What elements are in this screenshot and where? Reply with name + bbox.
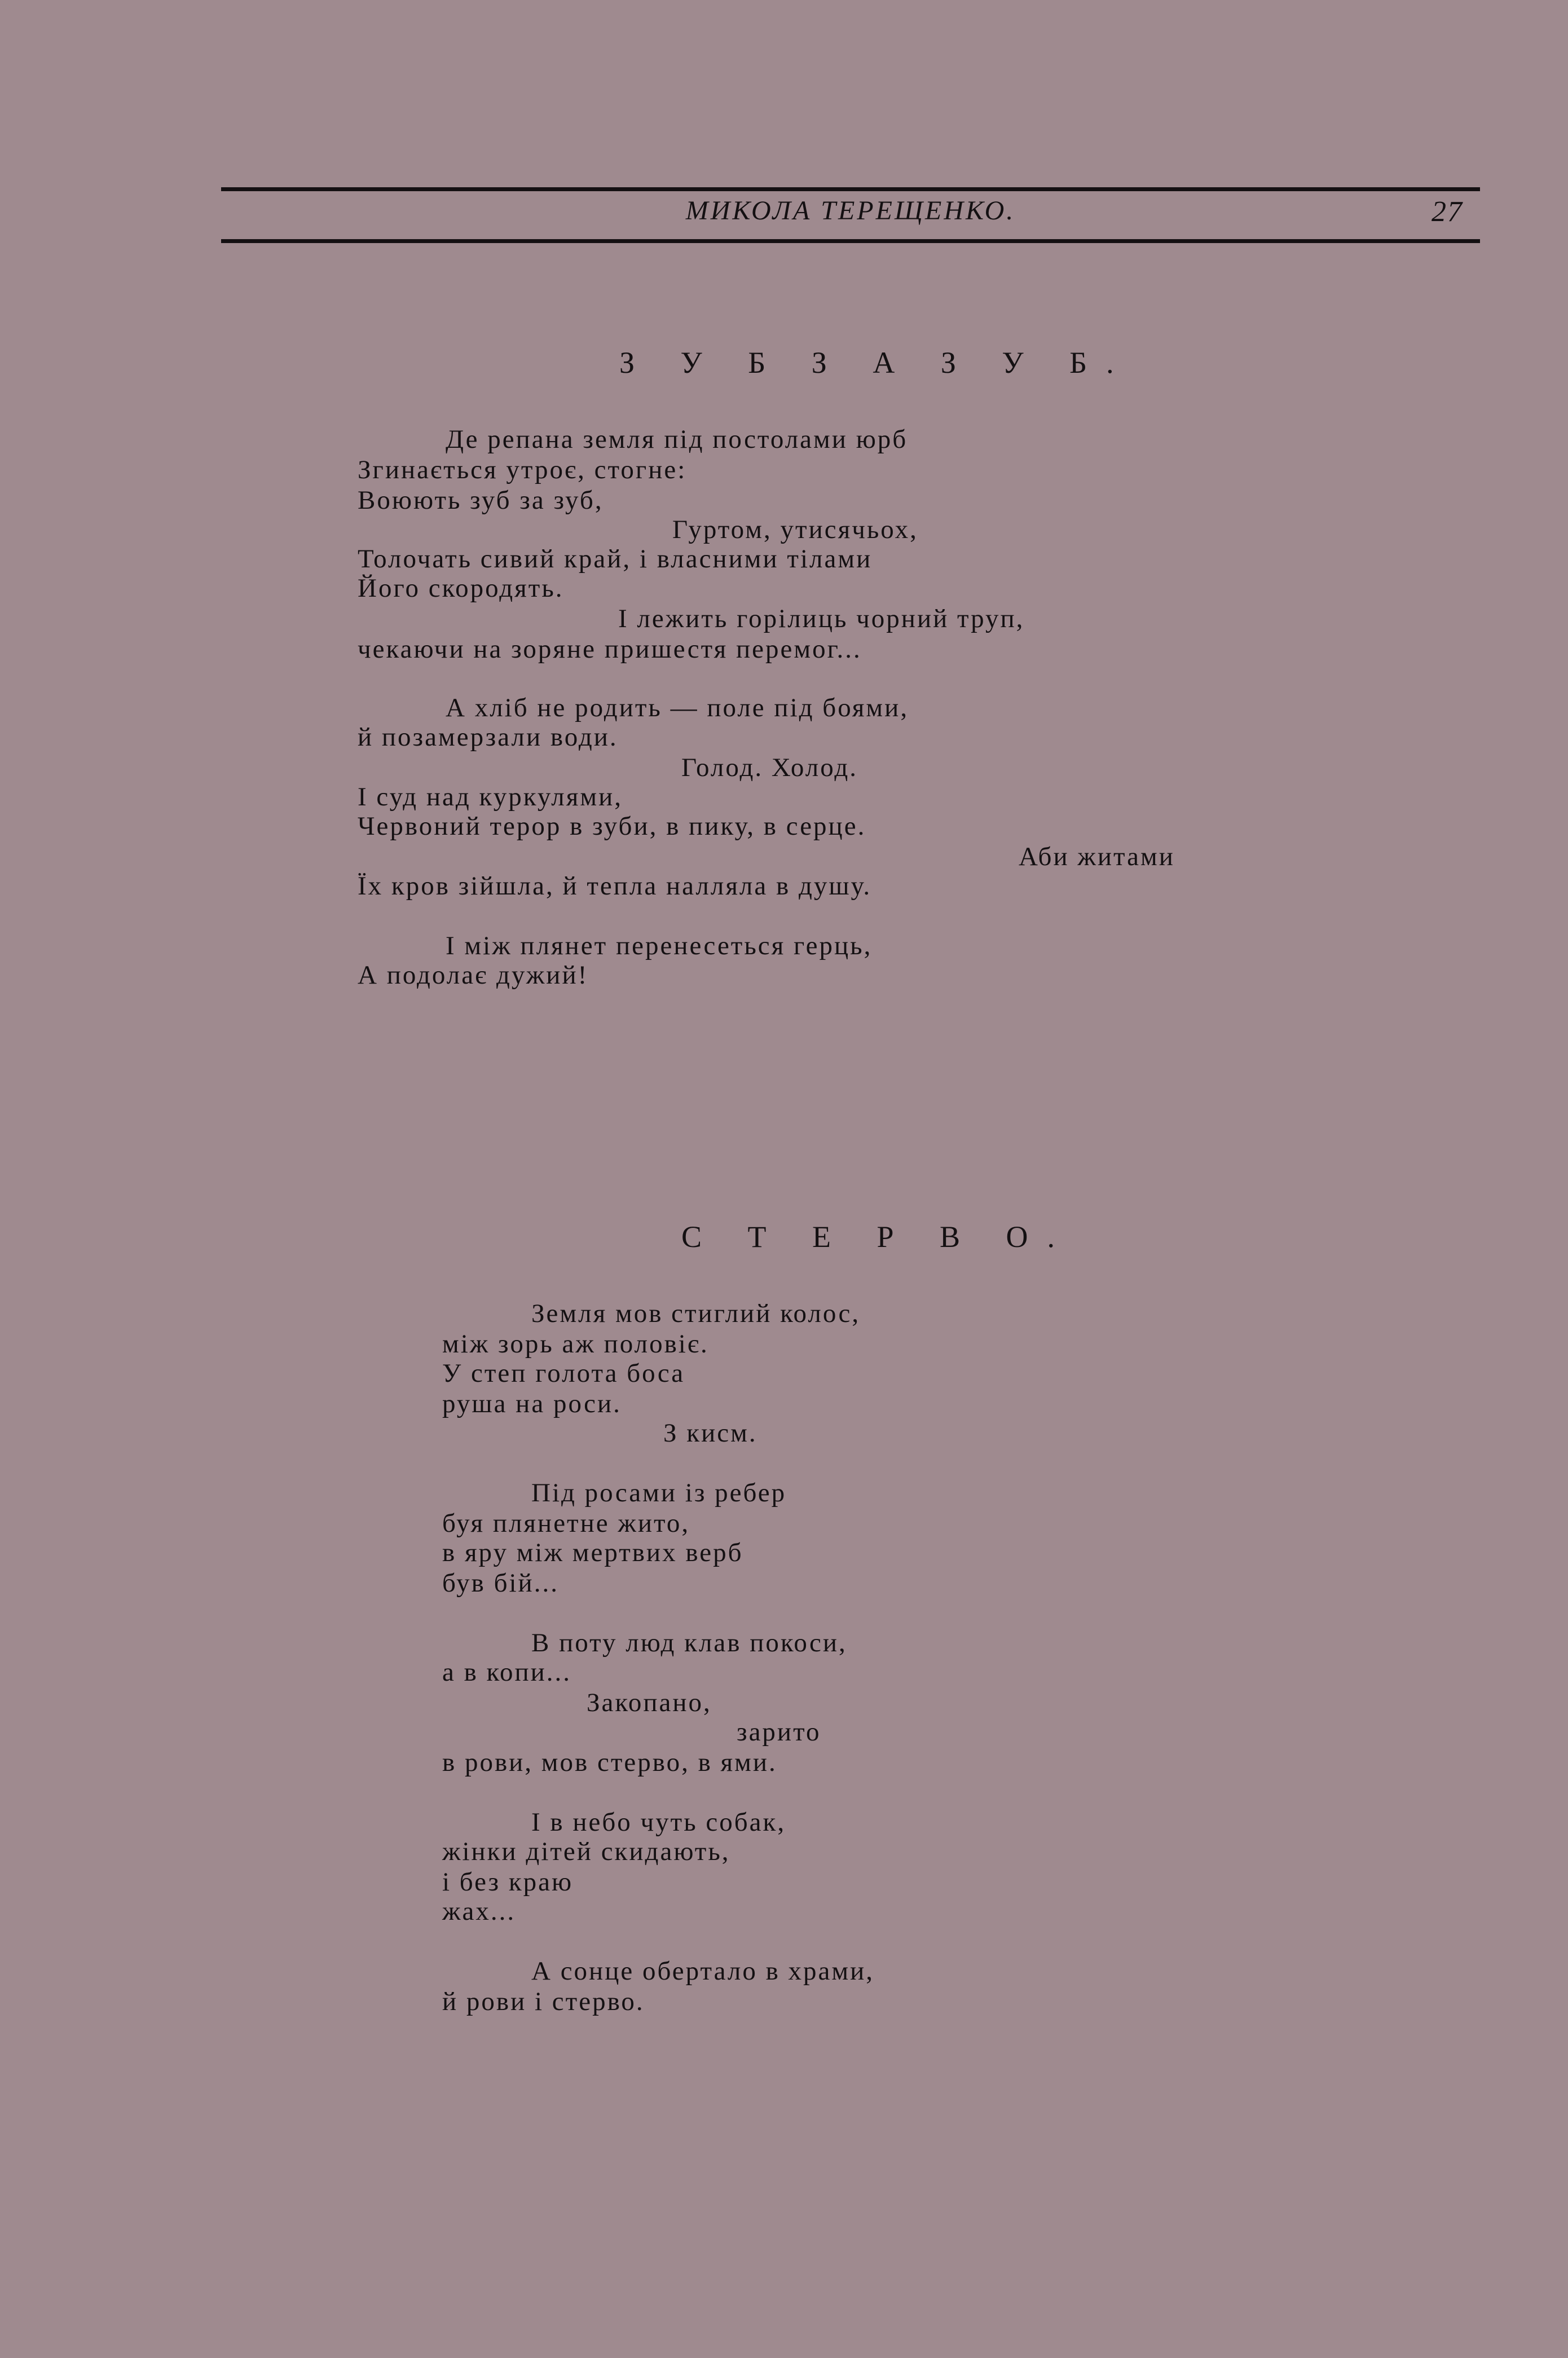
poem-title-zub-za-zub: З У Б З А З У Б. bbox=[619, 346, 1133, 380]
poem-line: З кисм. bbox=[663, 1418, 757, 1448]
poem-title-stervo: С Т Е Р В О. bbox=[681, 1220, 1074, 1254]
poem-line: А хліб не родить — поле під боями, bbox=[446, 693, 909, 722]
poem-line: І між плянет перенесеться герць, bbox=[446, 931, 873, 960]
poem-line: Його скородять. bbox=[358, 574, 564, 603]
poem-line: Червоний терор в зуби, в пику, в серце. bbox=[358, 812, 866, 841]
poem-line: І суд над куркулями, bbox=[358, 782, 623, 812]
poem-line: Їх кров зійшла, й тепла налляла в душу. bbox=[358, 871, 872, 901]
poem-line: Толочать сивий край, і власними тілами bbox=[358, 544, 873, 574]
poem-line: між зорь аж половіє. bbox=[442, 1329, 709, 1359]
poem-line: в рови, мов стерво, в ями. bbox=[442, 1748, 777, 1777]
poem-line: А подолає дужий! bbox=[358, 960, 589, 990]
running-head-author: МИКОЛА ТЕРЕЩЕНКО. bbox=[685, 196, 1016, 226]
poem-line: і без краю bbox=[442, 1867, 574, 1897]
poem-line: Згинається утроє, стогне: bbox=[358, 455, 687, 484]
poem-line: Гуртом, утисячьох, bbox=[672, 515, 918, 544]
poem-line: В поту люд клав покоси, bbox=[531, 1628, 847, 1658]
poem-line: руша на роси. bbox=[442, 1389, 622, 1418]
poem-line: й позамерзали води. bbox=[358, 722, 618, 752]
poem-line: Голод. Холод. bbox=[681, 753, 858, 782]
poem-line: А сонце обертало в храми, bbox=[531, 1956, 875, 1986]
poem-line: в яру між мертвих верб bbox=[442, 1538, 743, 1567]
poem-line: У степ голота боса bbox=[442, 1359, 685, 1388]
poem-line: Аби житами bbox=[1019, 842, 1175, 871]
poem-line: чекаючи на зоряне пришестя перемог... bbox=[358, 634, 862, 664]
poem-line: Де репана земля під постолами юрб bbox=[446, 425, 908, 454]
poem-line: був бій... bbox=[442, 1568, 559, 1598]
running-head bbox=[221, 195, 1480, 235]
poem-line: й рови і стерво. bbox=[442, 1987, 645, 2016]
poem-line: Земля мов стиглий колос, bbox=[531, 1299, 861, 1328]
header-rule-bottom bbox=[221, 239, 1480, 243]
poem-line: буя плянетне жито, bbox=[442, 1509, 690, 1538]
header-rule-top bbox=[221, 187, 1480, 191]
poem-line: І лежить горілиць чорний труп, bbox=[618, 604, 1025, 633]
poem-line: жінки дітей скидають, bbox=[442, 1837, 730, 1866]
poem-line: а в копи... bbox=[442, 1658, 572, 1687]
poem-line: Під росами із ребер bbox=[531, 1478, 787, 1508]
page-number: 27 bbox=[1432, 196, 1463, 228]
poem-line: жах... bbox=[442, 1897, 516, 1926]
poem-line: Воюють зуб за зуб, bbox=[358, 486, 604, 515]
poem-line: І в небо чуть собак, bbox=[531, 1808, 786, 1837]
poem-line: Закопано, bbox=[587, 1688, 712, 1717]
poem-line: зарито bbox=[737, 1717, 821, 1747]
